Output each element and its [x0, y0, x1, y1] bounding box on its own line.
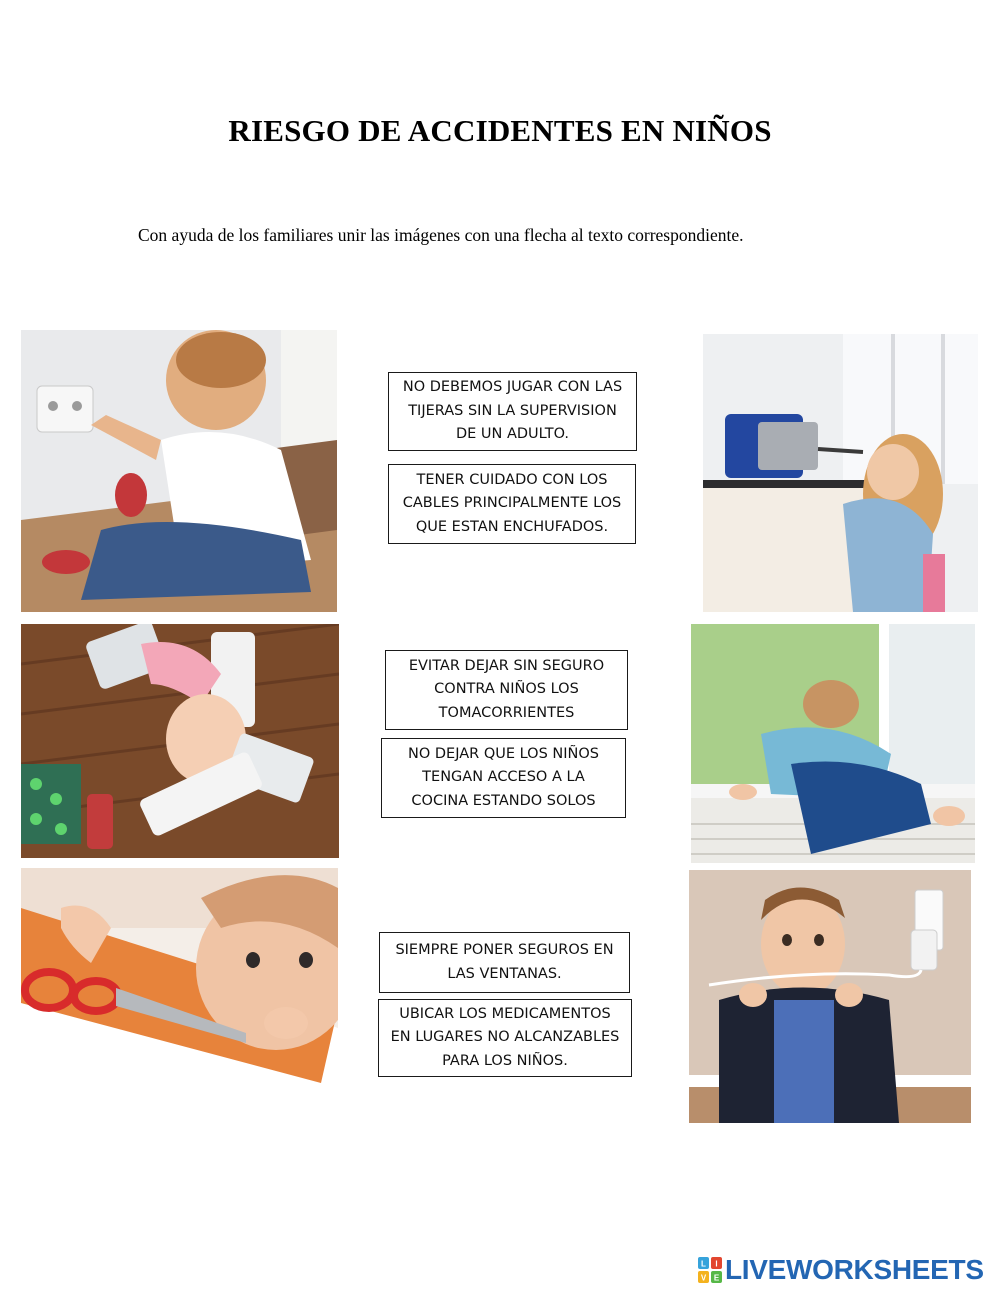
svg-text:L: L — [701, 1259, 706, 1269]
photo-girl-kitchen[interactable] — [703, 334, 978, 612]
worksheet-title: RIESGO DE ACCIDENTES EN NIÑOS — [228, 113, 772, 148]
svg-text:V: V — [700, 1273, 707, 1283]
liveworksheets-logo-text: LIVEWORKSHEETS — [725, 1254, 984, 1285]
text-box-cables[interactable]: TENER CUIDADO CON LOS CABLES PRINCIPALMENTE LOS QUE ESTAN ENCHUFADOS. — [388, 464, 636, 544]
photo-baby-outlet[interactable] — [21, 330, 337, 612]
liveworksheets-logo[interactable] — [698, 1255, 984, 1285]
text-box-medicines[interactable]: UBICAR LOS MEDICAMENTOS EN LUGARES NO ALCANZABLES PARA LOS NIÑOS. — [378, 999, 632, 1077]
text-box-outlets[interactable]: EVITAR DEJAR SIN SEGURO CONTRA NIÑOS LOS TOMACORRIENTES — [385, 650, 628, 730]
liveworksheets-logo-icon — [698, 1257, 722, 1283]
photo-baby-cable[interactable] — [689, 870, 971, 1123]
photo-child-medicines[interactable] — [21, 624, 339, 858]
svg-text:I: I — [715, 1259, 718, 1269]
photo-baby-window[interactable] — [691, 624, 975, 863]
text-box-kitchen[interactable]: NO DEJAR QUE LOS NIÑOS TENGAN ACCESO A LA COCINA ESTANDO SOLOS — [381, 738, 626, 818]
photo-baby-scissors[interactable] — [21, 868, 338, 1122]
text-box-windows[interactable]: SIEMPRE PONER SEGUROS EN LAS VENTANAS. — [379, 932, 630, 993]
text-box-scissors[interactable]: NO DEBEMOS JUGAR CON LAS TIJERAS SIN LA SUPERVISION DE UN ADULTO. — [388, 372, 637, 451]
svg-text:E: E — [713, 1273, 720, 1283]
instruction-text: Con ayuda de los familiares unir las imágenes con una flecha al texto correspondiente. — [138, 225, 744, 245]
